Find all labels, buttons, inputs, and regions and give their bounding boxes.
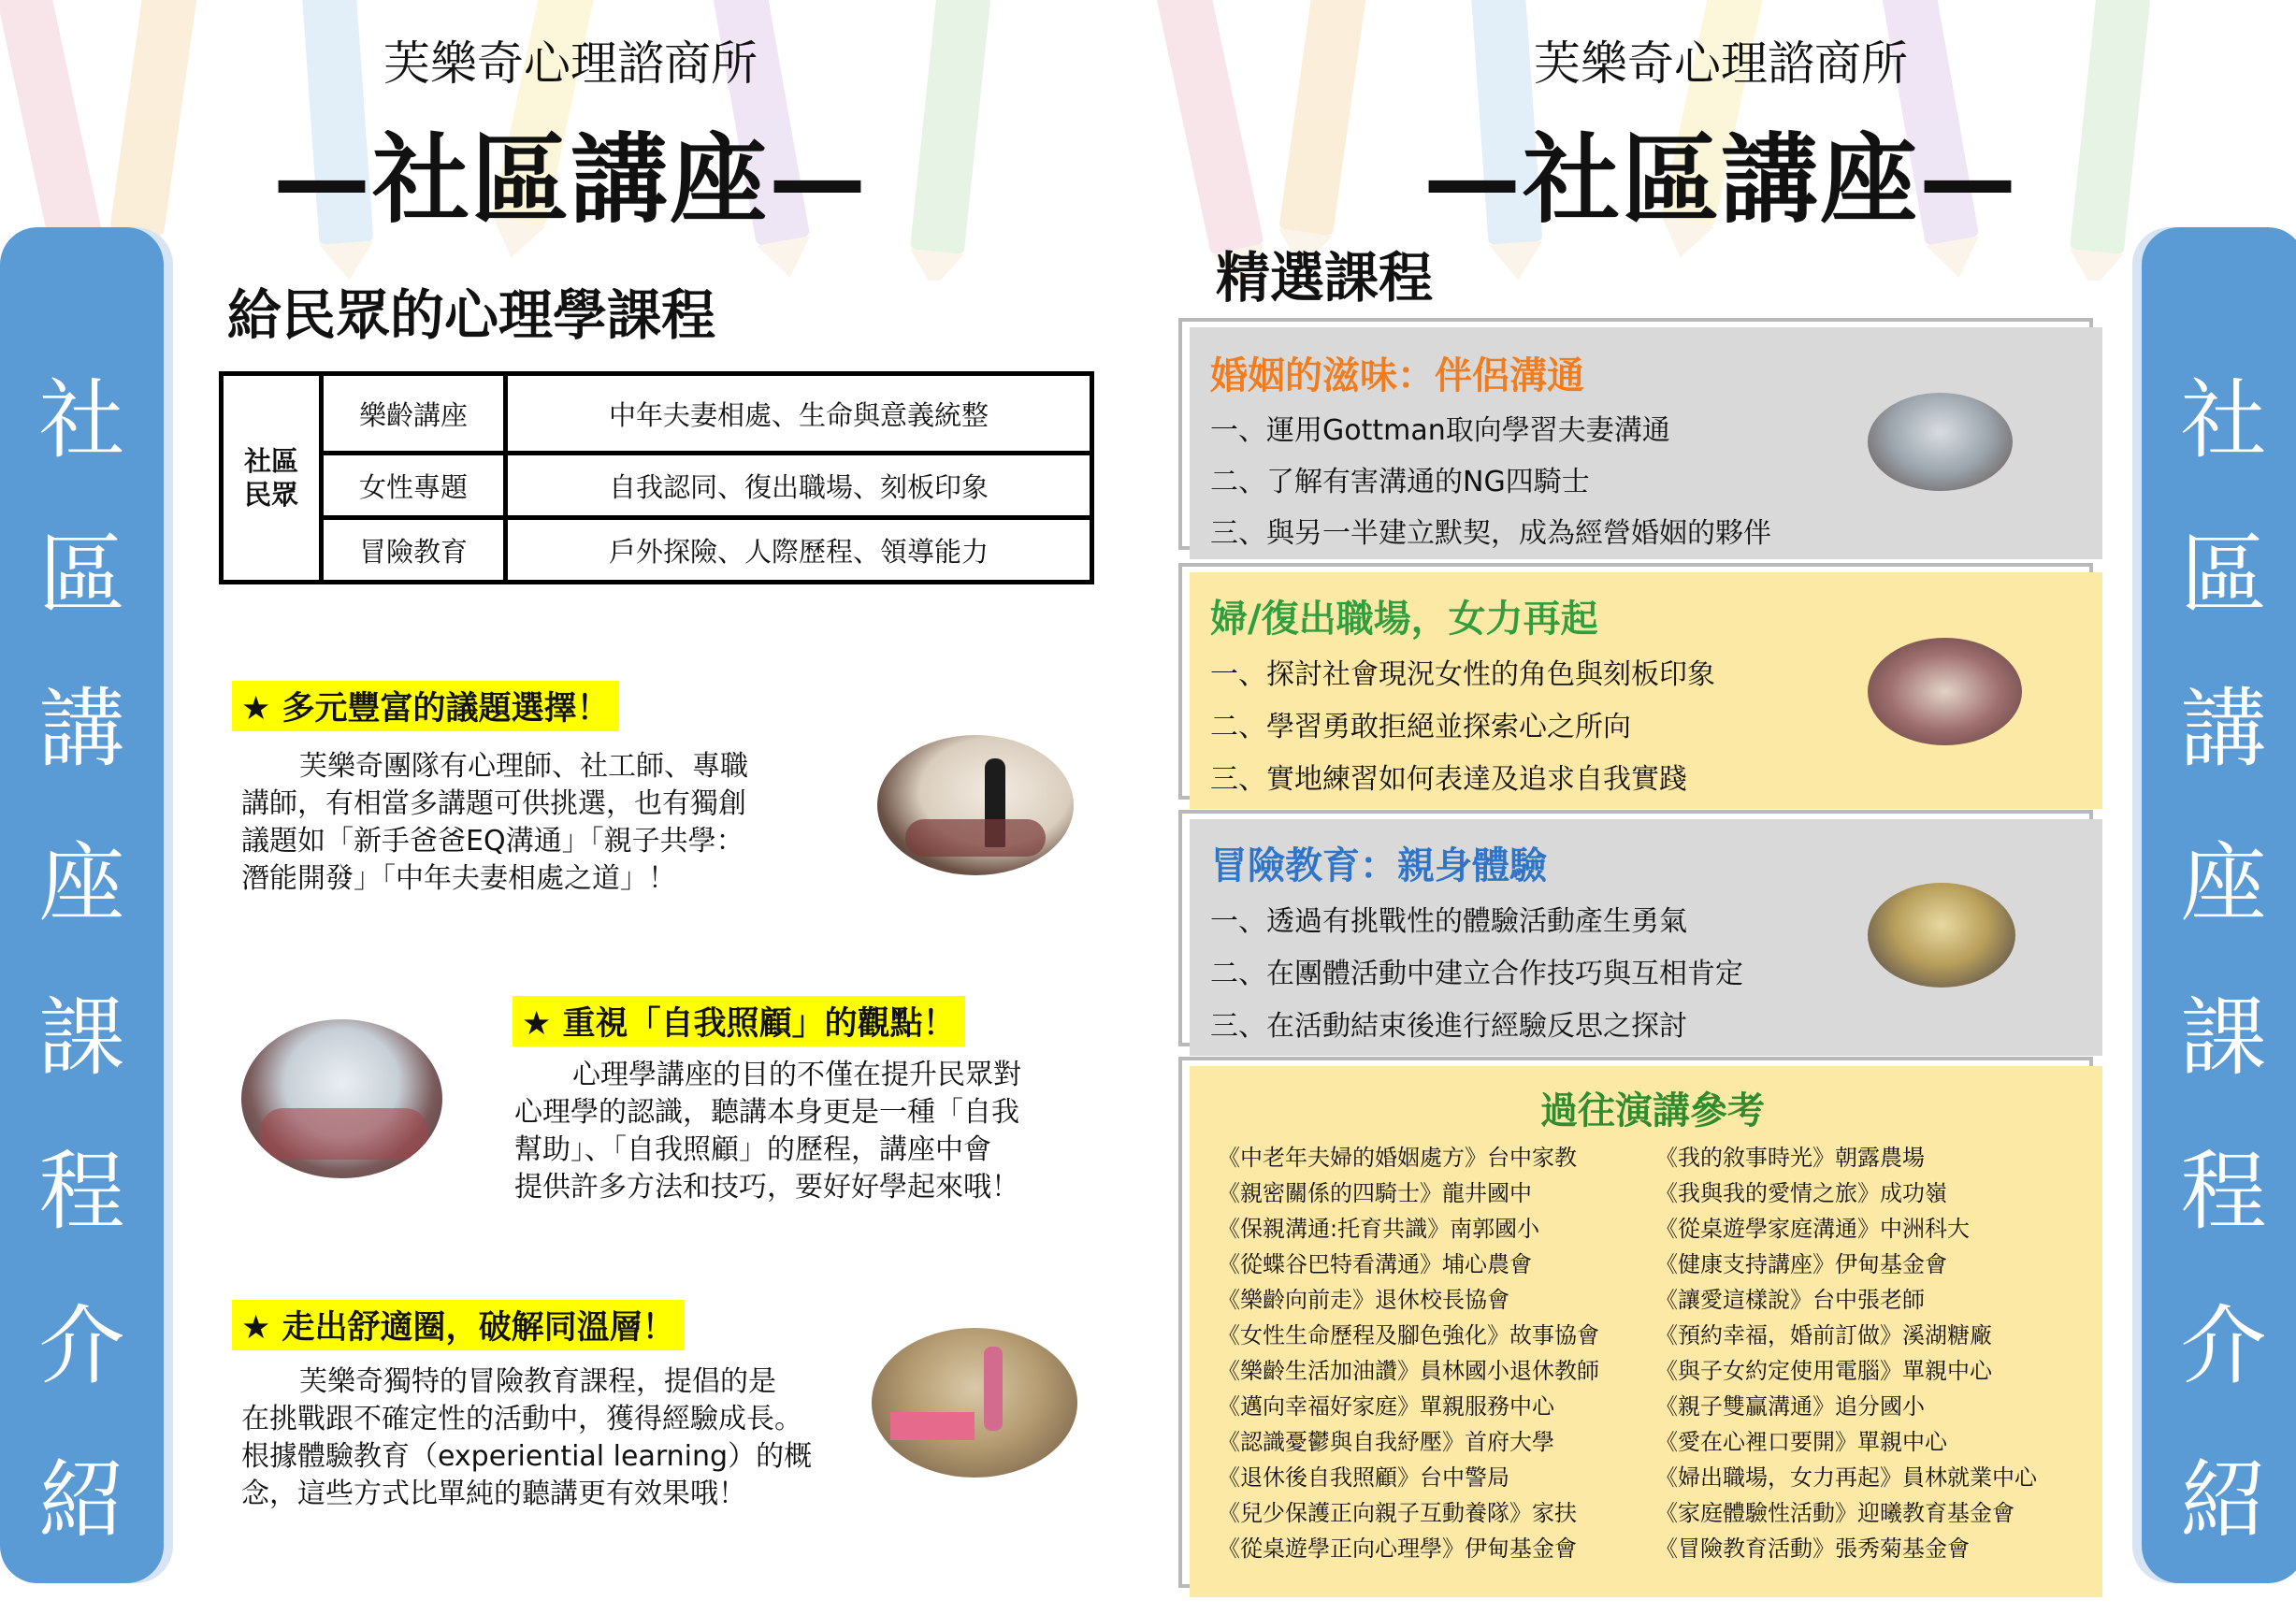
course-card-bg xyxy=(1190,819,2102,1056)
course-item: 三、與另一半建立默契，成為經營婚姻的夥伴 xyxy=(1210,517,1771,550)
course-card xyxy=(1178,318,2093,550)
table-cell-topics: 戶外探險、人際歷程、領導能力 xyxy=(506,518,1092,583)
past-talk-item: 《親子雙贏溝通》追分國小 xyxy=(1655,1393,1925,1420)
course-card-bg xyxy=(1190,572,2102,809)
side-tab-char: 座 xyxy=(38,833,125,933)
feature-paragraph xyxy=(514,1057,1113,1206)
table-group-label: 社區 民眾 xyxy=(222,374,322,583)
past-talk-item: 《預約幸福，婚前訂做》溪湖糖廠 xyxy=(1655,1322,1992,1348)
course-item: 三、在活動結束後進行經驗反思之探討 xyxy=(1210,1010,1687,1043)
past-talk-item: 《從蝶谷巴特看溝通》埔心農會 xyxy=(1218,1251,1532,1277)
past-talk-item: 《家庭體驗性活動》迎曦教育基金會 xyxy=(1655,1500,2014,1526)
side-tab-right xyxy=(2142,227,2296,1583)
feature-heading-text: ★ 重視「自我照顧」的觀點！ xyxy=(513,996,965,1046)
past-talk-item: 《婦出職場，女力再起》員林就業中心 xyxy=(1655,1464,2037,1491)
past-talk-item: 《從桌遊學正向心理學》伊甸基金會 xyxy=(1218,1536,1577,1562)
side-tab-char: 程 xyxy=(38,1142,125,1242)
paragraph-line: 芙樂奇團隊有心理師、社工師、專職 xyxy=(299,750,748,783)
course-card xyxy=(1178,563,2093,800)
paragraph-line: 潛能開發」「中年夫妻相處之道」！ xyxy=(241,862,676,895)
course-title: 婚姻的滋味：伴侶溝通 xyxy=(1210,354,1584,397)
side-tab-char: 課 xyxy=(2180,988,2267,1088)
feature-paragraph xyxy=(241,748,840,898)
adventure-activity-photo xyxy=(1868,883,2015,988)
table-cell-category: 冒險教育 xyxy=(322,518,506,583)
past-talk-item: 《我的敘事時光》朝露農場 xyxy=(1655,1145,1925,1171)
course-item: 二、學習勇敢拒絕並探索心之所向 xyxy=(1210,711,1631,743)
org-name: 芙樂奇心理諮商所 xyxy=(383,36,758,91)
past-talk-item: 《邁向幸福好家庭》單親服務中心 xyxy=(1218,1393,1554,1420)
past-talk-item: 《樂齡向前走》退休校長協會 xyxy=(1218,1287,1509,1313)
past-talk-item: 《冒險教育活動》張秀菊基金會 xyxy=(1655,1536,1970,1562)
past-talk-item: 《中老年夫婦的婚姻處方》台中家教 xyxy=(1218,1145,1577,1171)
paragraph-line: 提供許多方法和技巧，要好好學起來哦！ xyxy=(514,1171,1019,1204)
side-tab-char: 社 xyxy=(2180,370,2267,470)
page-title: —社區講座— xyxy=(1422,123,2018,237)
course-item: 一、探討社會現況女性的角色與刻板印象 xyxy=(1210,658,1715,691)
side-tab-char: 區 xyxy=(2180,525,2267,625)
side-tab-left xyxy=(0,227,164,1583)
paragraph-line: 議題如「新手爸爸EQ溝通」「親子共學： xyxy=(241,825,744,858)
page-title: —社區講座— xyxy=(272,123,868,237)
paragraph-line: 念，這些方式比單純的聽講更有效果哦！ xyxy=(241,1478,746,1510)
side-tab-char: 介 xyxy=(2180,1296,2267,1396)
course-item: 三、實地練習如何表達及追求自我實踐 xyxy=(1210,763,1687,796)
course-item: 二、在團體活動中建立合作技巧與互相肯定 xyxy=(1210,958,1743,990)
course-title: 婦/復出職場，女力再起 xyxy=(1210,598,1598,641)
past-talk-item: 《從桌遊學家庭溝通》中洲科大 xyxy=(1655,1216,1970,1242)
side-tab-char: 介 xyxy=(38,1296,125,1396)
side-tab-char: 程 xyxy=(2180,1142,2267,1242)
past-talk-item: 《健康支持講座》伊甸基金會 xyxy=(1655,1251,1947,1277)
side-tab-char: 紹 xyxy=(38,1450,125,1550)
section-heading: 精選課程 xyxy=(1216,246,1434,310)
side-tab-char: 講 xyxy=(2180,679,2267,779)
side-tab-char: 講 xyxy=(38,679,125,779)
org-name: 芙樂奇心理諮商所 xyxy=(1534,36,1908,91)
table-cell-category: 女性專題 xyxy=(322,454,506,518)
paragraph-line: 心理學的認識，聽講本身更是一種「自我 xyxy=(514,1096,1019,1129)
course-item: 一、透過有挑戰性的體驗活動產生勇氣 xyxy=(1210,905,1687,938)
course-card xyxy=(1178,810,2093,1046)
past-talk-item: 《女性生命歷程及腳色強化》故事協會 xyxy=(1218,1322,1599,1348)
lecture-photo xyxy=(877,735,1074,875)
past-talk-item: 《樂齡生活加油讚》員林國小退休教師 xyxy=(1218,1358,1599,1384)
course-table xyxy=(219,371,1094,584)
paragraph-line: 在挑戰跟不確定性的活動中，獲得經驗成長。 xyxy=(241,1403,802,1435)
couple-workshop-photo xyxy=(1868,393,2013,491)
side-tab-char: 區 xyxy=(38,525,125,625)
table-cell-topics: 中年夫妻相處、生命與意義統整 xyxy=(506,374,1092,454)
side-tab-char: 社 xyxy=(38,370,125,470)
table-cell-topics: 自我認同、復出職場、刻板印象 xyxy=(506,454,1092,518)
paragraph-line: 芙樂奇獨特的冒險教育課程，提倡的是 xyxy=(299,1365,776,1398)
past-talk-item: 《兒少保護正向親子互動養隊》家扶 xyxy=(1218,1500,1577,1526)
feature-heading xyxy=(232,681,619,731)
course-item: 一、運用Gottman取向學習夫妻溝通 xyxy=(1210,414,1670,447)
past-talk-item: 《愛在心裡口要開》單親中心 xyxy=(1655,1429,1947,1455)
course-item: 二、了解有害溝通的NG四騎士 xyxy=(1210,466,1590,498)
past-talk-item: 《與子女約定使用電腦》單親中心 xyxy=(1655,1358,1992,1384)
past-talk-item: 《認識憂鬱與自我紓壓》首府大學 xyxy=(1218,1429,1554,1455)
past-talk-item: 《讓愛這樣說》台中張老師 xyxy=(1655,1287,1925,1313)
feature-heading-text: ★ 走出舒適圈，破解同溫層！ xyxy=(232,1300,685,1350)
past-talks-box xyxy=(1178,1057,2093,1588)
past-talk-item: 《退休後自我照顧》台中警局 xyxy=(1218,1464,1509,1491)
paragraph-line: 根據體驗教育（experiential learning）的概 xyxy=(241,1440,813,1473)
course-title: 冒險教育：親身體驗 xyxy=(1210,844,1547,887)
side-tab-char: 課 xyxy=(38,988,125,1088)
past-talk-item: 《我與我的愛情之旅》成功嶺 xyxy=(1655,1180,1947,1206)
audience-photo xyxy=(241,1019,442,1178)
activity-photo xyxy=(872,1328,1077,1478)
side-tab-char: 紹 xyxy=(2180,1450,2267,1550)
table-cell-category: 樂齡講座 xyxy=(322,374,506,454)
course-card-bg xyxy=(1190,327,2102,559)
feature-heading xyxy=(513,996,965,1046)
past-talks-title: 過往演講參考 xyxy=(1540,1089,1765,1132)
past-talks-bg xyxy=(1190,1066,2102,1597)
paragraph-line: 講師，有相當多講題可供挑選，也有獨創 xyxy=(241,787,746,820)
section-heading: 給民眾的心理學課程 xyxy=(227,283,716,347)
feature-heading xyxy=(232,1300,685,1350)
women-group-photo xyxy=(1868,638,2022,745)
paragraph-line: 心理學講座的目的不僅在提升民眾對 xyxy=(572,1059,1021,1091)
paragraph-line: 幫助」、「自我照顧」的歷程，講座中會 xyxy=(514,1133,991,1166)
side-tab-char: 座 xyxy=(2180,833,2267,933)
feature-heading-text: ★ 多元豐富的議題選擇！ xyxy=(232,681,619,731)
past-talk-item: 《親密關係的四騎士》龍井國中 xyxy=(1218,1180,1532,1206)
feature-paragraph xyxy=(241,1363,840,1513)
past-talk-item: 《保親溝通:托育共識》南郭國小 xyxy=(1218,1216,1540,1242)
